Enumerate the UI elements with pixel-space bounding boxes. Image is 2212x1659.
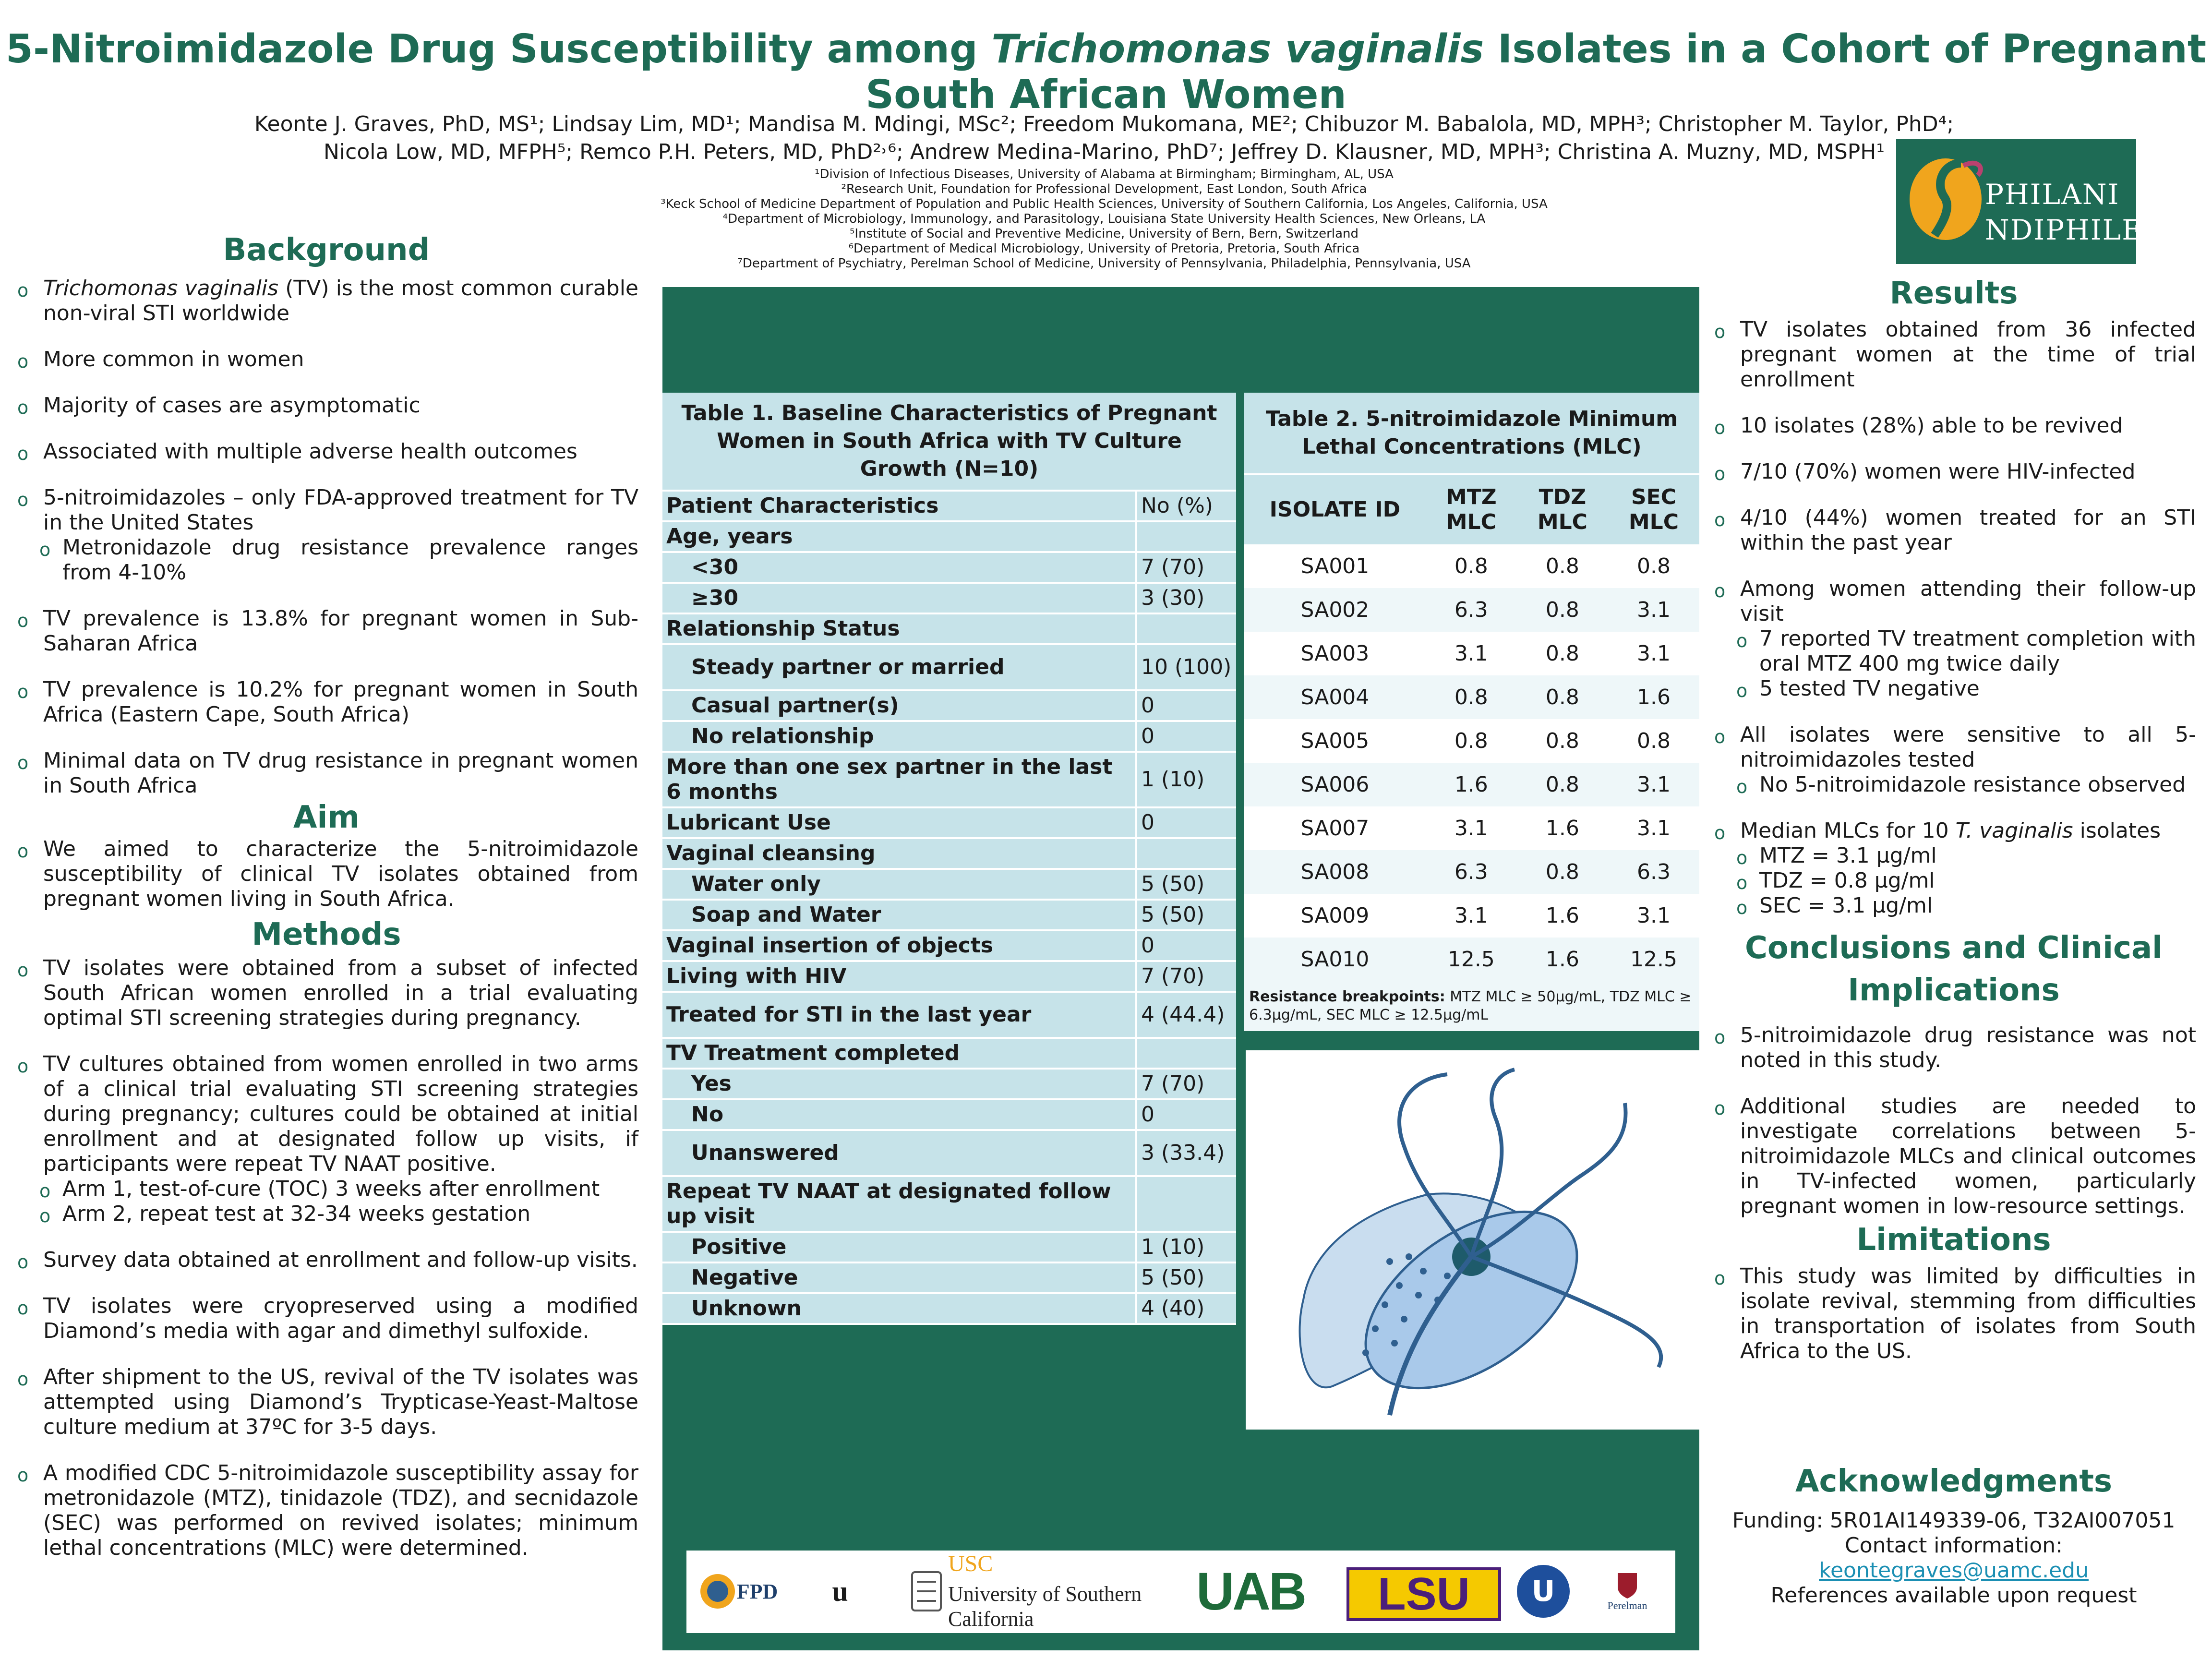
methods-item: o TV isolates were cryopreserved using a modified Diamond’s media with agar and dimethyl sulfoxide. bbox=[14, 1294, 638, 1344]
background-item: o Associated with multiple adverse health outcomes bbox=[14, 439, 638, 464]
table1-label-cell: Unanswered bbox=[662, 1130, 1136, 1176]
results-item: o 7/10 (70%) women were HIV-infected bbox=[1711, 459, 2196, 484]
table2-header-cell: MTZ MLC bbox=[1445, 485, 1497, 534]
background-heading: Background bbox=[223, 232, 430, 268]
usc-logo bbox=[902, 1551, 1157, 1631]
table1-row bbox=[662, 807, 1236, 838]
author-line: Keonte J. Graves, PhD, MS¹; Lindsay Lim, MD¹; Mandisa M. Mdingi, MSc²; Freedom Mukomana, ME²; Chibuzor M. Babalola, MD, MPH³; Christopher M. Taylor, PhD⁴; bbox=[254, 112, 1954, 136]
table2-header-cell: TDZ MLC bbox=[1537, 485, 1587, 534]
mlc-value-cell: 3.1 bbox=[1426, 632, 1517, 675]
table2-header-row bbox=[1244, 475, 1699, 544]
results-subitem: o 5 tested TV negative bbox=[1711, 676, 2196, 701]
mlc-value-cell: 6.3 bbox=[1608, 850, 1699, 894]
table1-value-cell: 7 (70) bbox=[1136, 1069, 1236, 1099]
results-subitem: o MTZ = 3.1 μg/ml bbox=[1711, 843, 2196, 868]
usc-seal-icon bbox=[910, 1567, 943, 1615]
results-subitem: o TDZ = 0.8 μg/ml bbox=[1711, 868, 2196, 893]
table1-label-cell: More than one sex partner in the last 6 months bbox=[662, 752, 1136, 807]
mlc-value-cell: 3.1 bbox=[1608, 894, 1699, 938]
item-text: o 5-nitroimidazoles – only FDA-approved treatment for TV in the United States bbox=[43, 485, 638, 535]
isolate-id-cell: SA007 bbox=[1244, 806, 1426, 850]
table2-row bbox=[1244, 850, 1699, 894]
table1-row bbox=[662, 1130, 1236, 1176]
author-list bbox=[168, 110, 2040, 166]
table2-grid bbox=[1244, 475, 1699, 981]
isolate-id-cell: SA003 bbox=[1244, 632, 1426, 675]
methods-item: o Survey data obtained at enrollment and follow-up visits. bbox=[14, 1248, 638, 1273]
results-subitem: o 7 reported TV treatment completion with oral MTZ 400 mg twice daily bbox=[1711, 626, 2196, 676]
item-text: o Among women attending their follow-up visit bbox=[1740, 577, 2196, 626]
item-text: o TV cultures obtained from women enrolled in two arms of a clinical trial evaluating STI screening strategies during pregnancy; cultures could be obtained at initial enrollment and at designated follow up visits, if participants were repeat TV NAAT positive. bbox=[43, 1052, 638, 1176]
table1-caption: Table 1. Baseline Characteristics of Pregnant Women in South Africa with TV Culture Growth (N=10) bbox=[662, 393, 1236, 492]
pretoria-text: U bbox=[1517, 1565, 1570, 1618]
background-subitem: o Metronidazole drug resistance prevalence ranges from 4-10% bbox=[14, 535, 638, 585]
table1-label-cell: Age, years bbox=[662, 521, 1136, 552]
table1-label-cell: Vaginal cleansing bbox=[662, 838, 1136, 869]
penn-text: Perelman bbox=[1607, 1599, 1647, 1611]
methods-item: o A modified CDC 5-nitroimidazole susceptibility assay for metronidazole (MTZ), tinidazole (TDZ), and secnidazole (SEC) was performed on revived isolates; minimum lethal concentrations (MLC) were determined. bbox=[14, 1461, 638, 1561]
affiliation: ⁵Institute of Social and Preventive Medicine, University of Bern, Bern, Switzerland bbox=[849, 227, 1358, 241]
table2-row bbox=[1244, 763, 1699, 806]
author-line: Nicola Low, MD, MFPH⁵; Remco P.H. Peters, MD, PhD²˒⁶; Andrew Medina-Marino, PhD⁷; Jeffrey D. Klausner, MD, MPH³; Christina A. Muzny, MD, MSPH¹ bbox=[323, 140, 1885, 164]
mlc-value-cell: 1.6 bbox=[1517, 806, 1608, 850]
lsu-text: LSU bbox=[1378, 1568, 1470, 1620]
table1-label-cell: ≥30 bbox=[662, 583, 1136, 613]
affiliation: ⁴Department of Microbiology, Immunology, and Parasitology, Louisiana State University Health Sciences, New Orleans, LA bbox=[722, 212, 1486, 226]
table1-row bbox=[662, 583, 1236, 613]
table1-value-cell: 1 (10) bbox=[1136, 1232, 1236, 1262]
mlc-value-cell: 0.8 bbox=[1608, 719, 1699, 763]
item-text: o All isolates were sensitive to all 5-nitroimidazoles tested bbox=[1740, 722, 2196, 772]
table1-label-cell: <30 bbox=[662, 552, 1136, 583]
table1-value-cell bbox=[1136, 838, 1236, 869]
title-italic: Trichomonas vaginalis bbox=[991, 26, 1484, 72]
mlc-value-cell: 6.3 bbox=[1426, 850, 1517, 894]
methods-subitem: o Arm 1, test-of-cure (TOC) 3 weeks after enrollment bbox=[14, 1177, 638, 1202]
table1-row bbox=[662, 1232, 1236, 1262]
affiliation: ¹Division of Infectious Diseases, University of Alabama at Birmingham; Birmingham, AL, USA bbox=[815, 167, 1394, 181]
table1-label-cell: Vaginal insertion of objects bbox=[662, 930, 1136, 961]
limitations-heading: Limitations bbox=[1856, 1222, 2051, 1258]
contact-line bbox=[1711, 1533, 2196, 1583]
mlc-value-cell: 1.6 bbox=[1426, 763, 1517, 806]
table2 bbox=[1244, 393, 1699, 1031]
trichomonas-illustration bbox=[1246, 1050, 1699, 1430]
table1-value-cell: 5 (50) bbox=[1136, 900, 1236, 930]
results-item bbox=[1711, 722, 2196, 797]
background-item: o TV prevalence is 10.2% for pregnant women in South Africa (Eastern Cape, South Africa) bbox=[14, 677, 638, 727]
mlc-value-cell: 0.8 bbox=[1517, 632, 1608, 675]
italic-text: T. vaginalis bbox=[1955, 818, 2073, 843]
left-column bbox=[14, 232, 638, 1582]
affiliation: ⁷Department of Psychiatry, Perelman School of Medicine, University of Pennsylvania, Philadelphia, Pennsylvania, USA bbox=[737, 256, 1471, 271]
table1-row bbox=[662, 690, 1236, 721]
table1-label-cell: Relationship Status bbox=[662, 613, 1136, 644]
table1-value-cell: 3 (33.4) bbox=[1136, 1130, 1236, 1176]
table2-caption: Table 2. 5-nitroimidazole Minimum Lethal Concentrations (MLC) bbox=[1244, 393, 1699, 475]
table1-row bbox=[662, 1176, 1236, 1232]
lsu-logo bbox=[1346, 1567, 1501, 1621]
mlc-value-cell: 3.1 bbox=[1608, 806, 1699, 850]
affiliation: ⁶Department of Medical Microbiology, University of Pretoria, Pretoria, South Africa bbox=[848, 241, 1360, 256]
table1-value-cell bbox=[1136, 1038, 1236, 1069]
mlc-value-cell: 0.8 bbox=[1517, 719, 1608, 763]
logo-text bbox=[1985, 177, 2143, 248]
isolate-id-cell: SA009 bbox=[1244, 894, 1426, 938]
table1-row bbox=[662, 869, 1236, 900]
table1-value-cell: 0 bbox=[1136, 1099, 1236, 1130]
table1-value-cell: 5 (50) bbox=[1136, 869, 1236, 900]
pretoria-logo bbox=[1512, 1565, 1575, 1618]
table1-label-cell: Repeat TV NAAT at designated follow up visit bbox=[662, 1176, 1136, 1232]
uab-logo bbox=[1176, 1562, 1325, 1621]
table1-value-cell: 3 (30) bbox=[1136, 583, 1236, 613]
methods-item bbox=[14, 1052, 638, 1226]
fpd-logo bbox=[694, 1565, 782, 1618]
table1-label-cell: TV Treatment completed bbox=[662, 1038, 1136, 1069]
mlc-value-cell: 1.6 bbox=[1608, 675, 1699, 719]
table1-label-cell: No relationship bbox=[662, 721, 1136, 752]
table1-value-cell: 0 bbox=[1136, 930, 1236, 961]
background-item: o TV prevalence is 13.8% for pregnant women in Sub-Saharan Africa bbox=[14, 606, 638, 656]
conclusions-item: o 5-nitroimidazole drug resistance was not noted in this study. bbox=[1711, 1023, 2196, 1073]
acknowledgments-heading: Acknowledgments bbox=[1795, 1464, 2112, 1499]
table1-label-cell: Steady partner or married bbox=[662, 644, 1136, 690]
right-column bbox=[1711, 276, 2196, 1385]
table1-row bbox=[662, 992, 1236, 1038]
mlc-value-cell: 0.8 bbox=[1426, 719, 1517, 763]
results-item: o TV isolates obtained from 36 infected pregnant women at the time of trial enrollment bbox=[1711, 317, 2196, 392]
limitations-text: o This study was limited by difficulties in isolate revival, stemming from difficulties in transportation of isolates from South Africa to the US. bbox=[1711, 1264, 2196, 1364]
bern-text: u bbox=[832, 1575, 848, 1607]
methods-item: o After shipment to the US, revival of the TV isolates was attempted using Diamond’s Trypticase-Yeast-Maltose culture medium at 37ºC for 3-5 days. bbox=[14, 1365, 638, 1440]
background-item bbox=[14, 485, 638, 585]
mlc-value-cell: 6.3 bbox=[1426, 588, 1517, 632]
mlc-value-cell: 0.8 bbox=[1517, 675, 1608, 719]
mlc-value-cell: 0.8 bbox=[1517, 850, 1608, 894]
methods-subitem: o Arm 2, repeat test at 32-34 weeks gestation bbox=[14, 1202, 638, 1226]
table1-value-cell bbox=[1136, 1176, 1236, 1232]
usc-long: University of Southern California bbox=[948, 1582, 1142, 1631]
acknowledgments bbox=[1711, 1464, 2196, 1608]
table1-value-cell bbox=[1136, 613, 1236, 644]
table1-header-cell: No (%) bbox=[1136, 492, 1236, 521]
table1-label-cell: Yes bbox=[662, 1069, 1136, 1099]
breakpoints-text: MTZ MLC ≥ 50μg/mL, TDZ MLC ≥ 6.3μg/mL, SEC MLC ≥ 12.5μg/mL bbox=[1249, 988, 1692, 1023]
mlc-value-cell: 3.1 bbox=[1426, 806, 1517, 850]
table1-label-cell: Water only bbox=[662, 869, 1136, 900]
table1-row bbox=[662, 838, 1236, 869]
item-text bbox=[1740, 818, 2196, 843]
table1-value-cell: 10 (100) bbox=[1136, 644, 1236, 690]
table1-value-cell bbox=[1136, 521, 1236, 552]
table1-row bbox=[662, 900, 1236, 930]
table1-label-cell: Soap and Water bbox=[662, 900, 1136, 930]
table1-value-cell: 0 bbox=[1136, 690, 1236, 721]
isolate-id-cell: SA004 bbox=[1244, 675, 1426, 719]
mlc-value-cell: 0.8 bbox=[1426, 544, 1517, 588]
mlc-value-cell: 0.8 bbox=[1517, 588, 1608, 632]
mlc-value-cell: 0.8 bbox=[1517, 544, 1608, 588]
isolate-id-cell: SA008 bbox=[1244, 850, 1426, 894]
table1-label-cell: Negative bbox=[662, 1262, 1136, 1293]
sponsor-logos bbox=[686, 1551, 1675, 1633]
table2-row bbox=[1244, 588, 1699, 632]
table1-row bbox=[662, 721, 1236, 752]
table1-value-cell: 7 (70) bbox=[1136, 552, 1236, 583]
fpd-emblem-icon bbox=[698, 1572, 737, 1611]
table1-row bbox=[662, 752, 1236, 807]
table1-value-cell: 5 (50) bbox=[1136, 1262, 1236, 1293]
table1-label-cell: Treated for STI in the last year bbox=[662, 992, 1136, 1038]
text-pre: Median MLCs for 10 bbox=[1740, 818, 1956, 843]
aim-heading: Aim bbox=[293, 800, 360, 835]
mlc-value-cell: 0.8 bbox=[1426, 675, 1517, 719]
mlc-value-cell: 1.6 bbox=[1517, 894, 1608, 938]
table2-row bbox=[1244, 675, 1699, 719]
table2-header-cell: SEC MLC bbox=[1628, 485, 1679, 534]
contact-label: Contact information: bbox=[1845, 1533, 2063, 1558]
results-item: o 4/10 (44%) women treated for an STI within the past year bbox=[1711, 505, 2196, 555]
mlc-value-cell: 0.8 bbox=[1517, 763, 1608, 806]
title-text: 5-Nitroimidazole Drug Susceptibility among bbox=[5, 26, 992, 72]
table2-row bbox=[1244, 894, 1699, 938]
table1 bbox=[662, 393, 1236, 1325]
aim-text: o We aimed to characterize the 5-nitroimidazole susceptibility of clinical TV isolates obtained from pregnant women living in South Africa. bbox=[14, 837, 638, 912]
philani-ndiphile-logo bbox=[1896, 139, 2143, 264]
table1-value-cell: 4 (44.4) bbox=[1136, 992, 1236, 1038]
contact-email-link[interactable]: keontegraves@uamc.edu bbox=[1819, 1558, 2089, 1583]
mlc-value-cell: 3.1 bbox=[1608, 588, 1699, 632]
table1-value-cell: 1 (10) bbox=[1136, 752, 1236, 807]
results-heading: Results bbox=[1889, 276, 2018, 311]
affiliation: ³Keck School of Medicine Department of Population and Public Health Sciences, University of Southern California, Los Angeles, California, USA bbox=[661, 197, 1548, 211]
isolate-id-cell: SA005 bbox=[1244, 719, 1426, 763]
poster-title bbox=[0, 26, 2212, 118]
italic-text: Trichomonas vaginalis bbox=[43, 276, 278, 301]
affiliation: ²Research Unit, Foundation for Professional Development, East London, South Africa bbox=[841, 182, 1367, 196]
mlc-value-cell: 3.1 bbox=[1608, 763, 1699, 806]
penn-shield-icon bbox=[1615, 1571, 1639, 1599]
table1-header-row bbox=[662, 492, 1236, 521]
references-text: References available upon request bbox=[1770, 1583, 2137, 1608]
table2-header-cell: ISOLATE ID bbox=[1269, 497, 1401, 522]
table1-value-cell: 7 (70) bbox=[1136, 961, 1236, 992]
table1-row bbox=[662, 1099, 1236, 1130]
breakpoints-label: Resistance breakpoints: bbox=[1249, 988, 1445, 1005]
table1-label-cell: Positive bbox=[662, 1232, 1136, 1262]
isolate-id-cell: SA001 bbox=[1244, 544, 1426, 588]
background-item bbox=[14, 276, 638, 326]
background-item: o Minimal data on TV drug resistance in pregnant women in South Africa bbox=[14, 748, 638, 798]
usc-short: USC bbox=[948, 1551, 993, 1576]
mlc-value-cell: 12.5 bbox=[1608, 938, 1699, 981]
funding-text: Funding: 5R01AI149339-06, T32AI007051 bbox=[1732, 1508, 2176, 1533]
results-item: o 10 isolates (28%) able to be revived bbox=[1711, 413, 2196, 438]
mlc-value-cell: 1.6 bbox=[1517, 938, 1608, 981]
table1-label-cell: Unknown bbox=[662, 1293, 1136, 1324]
table1-row bbox=[662, 552, 1236, 583]
resistance-breakpoints bbox=[1244, 981, 1699, 1031]
table1-row bbox=[662, 644, 1236, 690]
table1-row bbox=[662, 1293, 1236, 1324]
table1-label-cell: No bbox=[662, 1099, 1136, 1130]
fpd-text: FPD bbox=[736, 1579, 778, 1603]
table2-row bbox=[1244, 719, 1699, 763]
table1-row bbox=[662, 1069, 1236, 1099]
table1-value-cell: 4 (40) bbox=[1136, 1293, 1236, 1324]
table1-value-cell: 0 bbox=[1136, 721, 1236, 752]
table1-row bbox=[662, 1262, 1236, 1293]
results-item bbox=[1711, 818, 2196, 918]
text-post: isolates bbox=[2073, 818, 2161, 843]
table2-row bbox=[1244, 544, 1699, 588]
isolate-id-cell: SA002 bbox=[1244, 588, 1426, 632]
table1-row bbox=[662, 613, 1236, 644]
table1-row bbox=[662, 961, 1236, 992]
uab-text: UAB bbox=[1196, 1562, 1305, 1621]
table2-row bbox=[1244, 938, 1699, 981]
background-item: o More common in women bbox=[14, 347, 638, 372]
isolate-id-cell: SA006 bbox=[1244, 763, 1426, 806]
background-item: o Majority of cases are asymptomatic bbox=[14, 393, 638, 418]
mlc-value-cell: 3.1 bbox=[1608, 632, 1699, 675]
trichomonas-icon bbox=[1246, 1050, 1699, 1430]
table1-value-cell: 0 bbox=[1136, 807, 1236, 838]
logo-figure-icon bbox=[1915, 154, 1987, 240]
conclusions-heading: Conclusions and Clinical Implications bbox=[1744, 930, 2163, 1008]
bern-logo bbox=[802, 1565, 878, 1618]
methods-item: o TV isolates were obtained from a subset of infected South African women enrolled in a trial evaluating optimal STI screening strategies during pregnancy. bbox=[14, 956, 638, 1031]
mlc-value-cell: 12.5 bbox=[1426, 938, 1517, 981]
table2-row bbox=[1244, 806, 1699, 850]
results-subitem: o SEC = 3.1 μg/ml bbox=[1711, 893, 2196, 918]
table1-label-cell: Casual partner(s) bbox=[662, 690, 1136, 721]
table1-label-cell: Lubricant Use bbox=[662, 807, 1136, 838]
table1-row bbox=[662, 930, 1236, 961]
mlc-value-cell: 3.1 bbox=[1426, 894, 1517, 938]
logo-line: PHILANI bbox=[1985, 178, 2120, 211]
table1-label-cell: Living with HIV bbox=[662, 961, 1136, 992]
table2-row bbox=[1244, 632, 1699, 675]
results-item bbox=[1711, 577, 2196, 701]
methods-heading: Methods bbox=[252, 917, 401, 952]
item-text: (TV) is the most common curable non-viral STI worldwide bbox=[43, 276, 638, 325]
penn-logo bbox=[1589, 1565, 1666, 1618]
conclusions-item: o Additional studies are needed to investigate correlations between 5-nitroimidazole MLCs and clinical outcomes in TV-infected women, particularly pregnant women in low-resource settings. bbox=[1711, 1094, 2196, 1219]
table1-row bbox=[662, 521, 1236, 552]
table1-header-cell: Patient Characteristics bbox=[662, 492, 1136, 521]
table1-grid bbox=[662, 492, 1236, 1325]
mlc-value-cell: 0.8 bbox=[1608, 544, 1699, 588]
isolate-id-cell: SA010 bbox=[1244, 938, 1426, 981]
title-text-end: Isolates in a Cohort of Pregnant South African Women bbox=[866, 26, 2207, 118]
logo-line: NDIPHILE bbox=[1985, 214, 2143, 246]
table1-row bbox=[662, 1038, 1236, 1069]
results-subitem: o No 5-nitroimidazole resistance observed bbox=[1711, 772, 2196, 797]
